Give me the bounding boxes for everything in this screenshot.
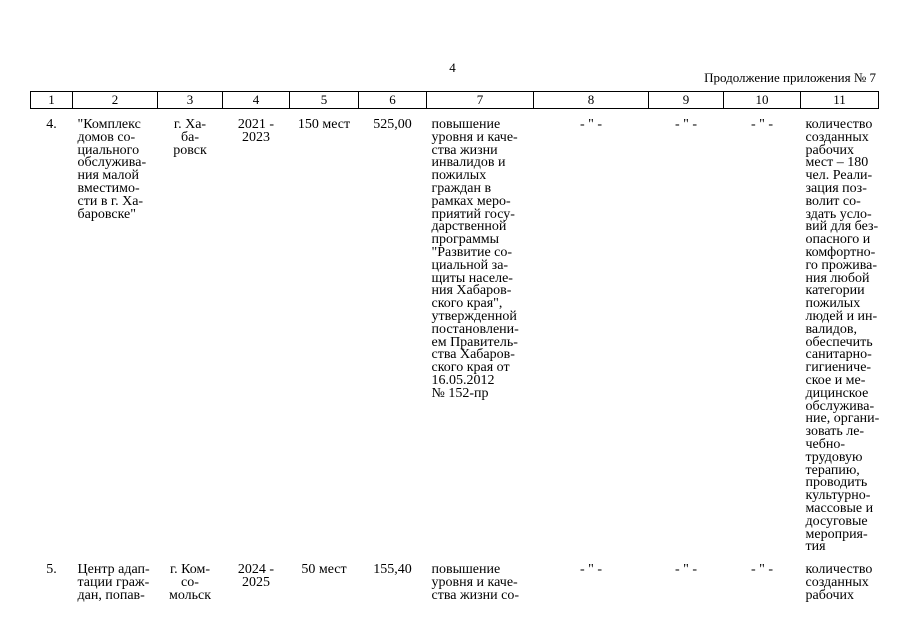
table-row xyxy=(31,109,879,558)
header-col-1: 1 xyxy=(31,92,73,109)
capacity-cell: 50 мест xyxy=(301,562,347,578)
header-col-6: 6 xyxy=(359,92,427,109)
header-col-11: 11 xyxy=(801,92,879,109)
object-name-cell: Центр адап- тации граж- дан, попав- xyxy=(77,562,150,603)
header-col-2: 2 xyxy=(73,92,158,109)
header-col-3: 3 xyxy=(158,92,223,109)
row-number-cell: 4. xyxy=(46,117,57,132)
col-9-cell: - " - xyxy=(674,562,698,578)
goal-cell: повышение уровня и каче- ства жизни инвалидов и пожилых граждан в рамках меро- приятий госу- дарственной программы "Развитие со- циальной за- щиты населе- ния Хабаров- ского края", утвержденной постановлени- ем Правитель- ства Хабаров- ского края от 16.05.2012 № 152-пр xyxy=(431,117,519,401)
col-8-cell: - " - xyxy=(579,117,603,132)
object-name-cell: "Комплекс домов со- циального обслужива- ния малой вместимо- сти в г. Ха- баровске" xyxy=(77,117,147,222)
appendix-table xyxy=(30,91,879,602)
col-9-cell: - " - xyxy=(674,117,698,132)
header-col-10: 10 xyxy=(724,92,801,109)
header-col-5: 5 xyxy=(290,92,359,109)
header-col-9: 9 xyxy=(649,92,724,109)
page-number: 4 xyxy=(449,60,456,75)
cost-cell: 155,40 xyxy=(373,562,412,578)
col-8-cell: - " - xyxy=(579,562,603,578)
header-col-4: 4 xyxy=(223,92,290,109)
goal-cell: повышение уровня и каче- ства жизни со- xyxy=(431,562,520,603)
header-row xyxy=(31,92,879,109)
result-cell: количество созданных рабочих мест – 180 чел. Реали- зация поз- волит со- здать усло- вий для без- опасного и комфортно- го прожива- ния любой категории пожилых людей и ин- валидов, обеспечить санитарно- гигиениче- ское и ме- дицинское обслужива- ние, органи- зовать ле- чебно- трудовую терапию, проводить культурно- массовые и досуговые мероприя- тия xyxy=(805,117,880,555)
period-cell: 2024 - 2025 xyxy=(237,562,275,590)
result-cell: количество созданных рабочих xyxy=(805,562,873,603)
header-col-7: 7 xyxy=(427,92,534,109)
continuation-label: Продолжение приложения № 7 xyxy=(704,70,876,85)
location-cell: г. Ком- со- мольск xyxy=(168,562,212,603)
period-cell: 2021 - 2023 xyxy=(237,117,275,145)
row-number-cell: 5. xyxy=(46,562,57,578)
table-row xyxy=(31,557,879,602)
col-10-cell: - " - xyxy=(750,562,774,578)
capacity-cell: 150 мест xyxy=(297,117,351,132)
header-col-8: 8 xyxy=(534,92,649,109)
col-10-cell: - " - xyxy=(750,117,774,132)
cost-cell: 525,00 xyxy=(373,117,412,132)
location-cell: г. Ха- ба- ровск xyxy=(173,117,207,158)
